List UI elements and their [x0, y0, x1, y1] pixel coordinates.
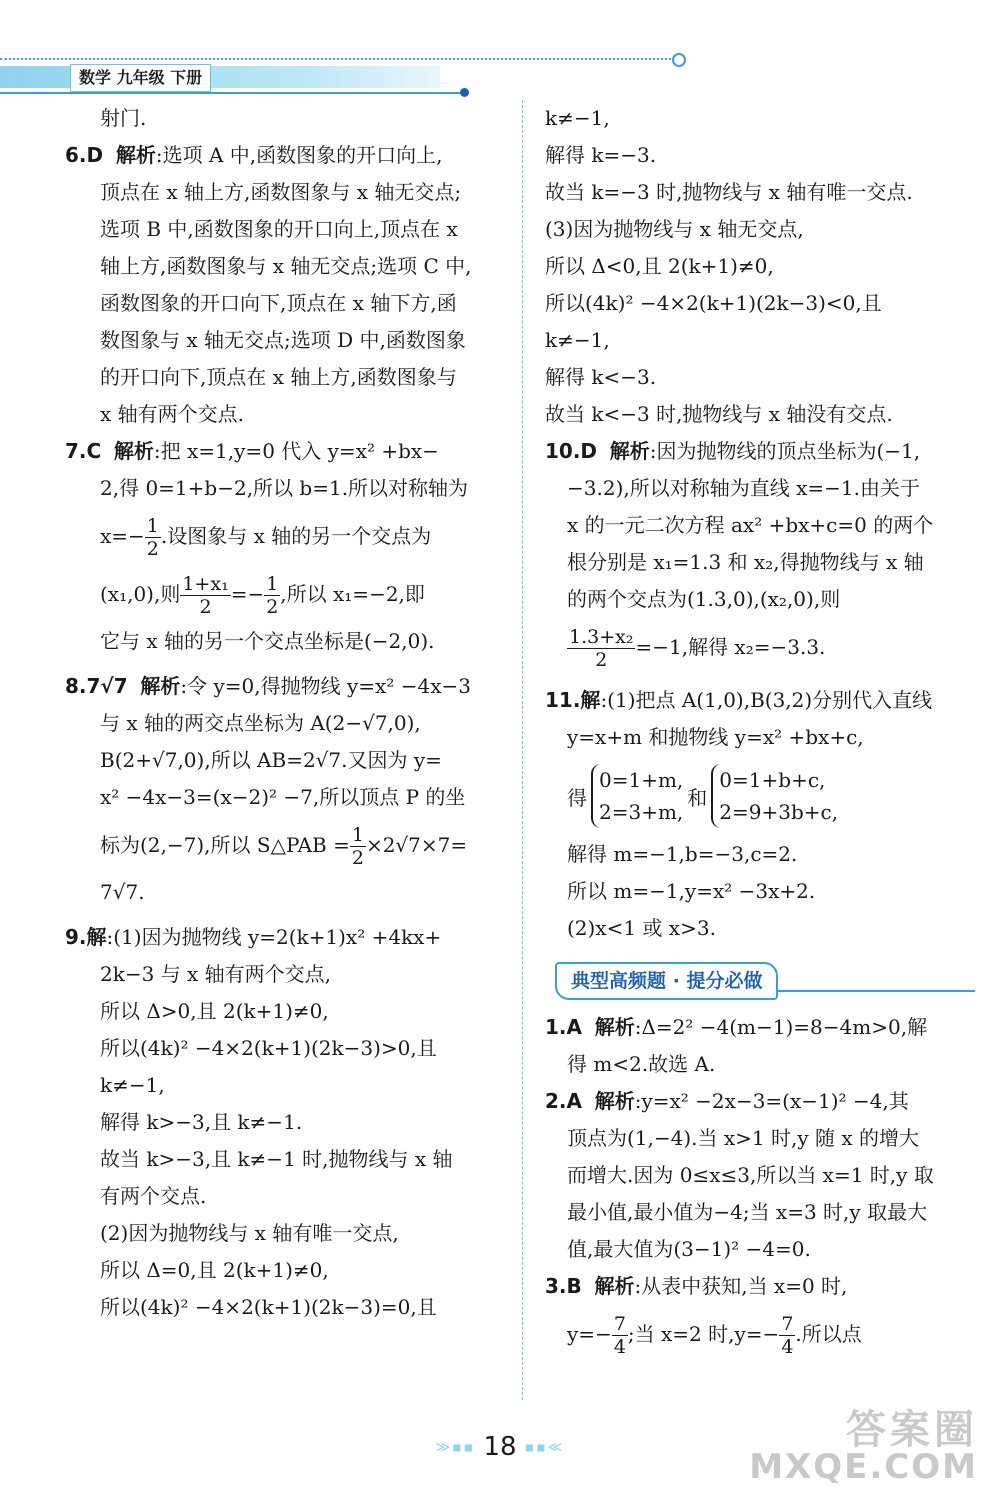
text-line: 顶点在 x 轴上方,函数图象与 x 轴无交点;: [100, 180, 462, 204]
text-line: 所以 Δ<0,且 2(k+1)≠0,: [545, 254, 774, 278]
text-line: 根分别是 x₁=1.3 和 x₂,得抛物线与 x 轴: [567, 550, 924, 574]
text-line: 解得 k>−3,且 k≠−1.: [100, 1110, 303, 1134]
fraction: $\frac{7}{4}$: [613, 1313, 626, 1358]
left-column: [65, 100, 515, 1326]
section-banner-rule: [778, 990, 975, 992]
page-number-text: 18: [483, 1432, 517, 1462]
answer-8: [65, 668, 515, 911]
text-line: 解得 m=−1,b=−3,c=2.: [567, 842, 798, 866]
text-line: :(1)把点 A(1,0),B(3,2)分别代入直线: [600, 688, 933, 712]
analysis-label: 解析: [609, 439, 650, 463]
text-line: 数图象与 x 轴无交点;选项 D 中,函数图象: [100, 328, 466, 352]
answer-number: 2.A: [545, 1089, 582, 1113]
text-line: 所以(4k)² −4×2(k+1)(2k−3)=0,且: [100, 1295, 437, 1319]
text-line: 7√7.: [100, 880, 145, 904]
footer-ornament-right: ▪▪≪: [524, 1439, 565, 1456]
text-line: 选项 B 中,函数图象的开口向上,顶点在 x: [100, 217, 458, 241]
analysis-label: 解析: [113, 439, 154, 463]
text-line: $\frac{\text{1.3+x₂}}{2}$ =−1,解得 x₂=−3.3.: [569, 626, 826, 671]
text-line: 故当 k<−3 时,抛物线与 x 轴没有交点.: [545, 402, 893, 426]
text-line: 2k−3 与 x 轴有两个交点,: [100, 962, 332, 986]
text-line: 解得 k<−3.: [545, 365, 657, 389]
header-dotted-rule: [0, 58, 675, 60]
header-title: 数学 九年级 下册: [70, 64, 211, 92]
answer-7: [65, 433, 515, 660]
text-line: :(1)因为抛物线 y=2(k+1)x² +4kx+: [106, 925, 442, 949]
text-line: 顶点为(1,−4).当 x>1 时,y 随 x 的增大: [567, 1126, 920, 1150]
text-line: 而增大.因为 0≤x≤3,所以当 x=1 时,y 取: [567, 1163, 934, 1187]
section-banner-title: 典型高频题 · 提分必做: [555, 962, 778, 1000]
text-line: 所以(4k)² −4×2(k+1)(2k−3)>0,且: [100, 1036, 437, 1060]
answer-number: 9.解: [65, 925, 107, 949]
brace-system: 0=1+b+c, 2=9+3b+c,: [711, 764, 838, 828]
text-line: B(2+√7,0),所以 AB=2√7.又因为 y=: [100, 748, 442, 772]
fraction: $\frac{1}{2}$: [266, 573, 279, 618]
watermark-logo-text: 答案圈: [846, 1407, 978, 1453]
text-line: k≠−1,: [100, 1073, 165, 1097]
text-line: 射门.: [100, 106, 147, 130]
answer-number: 8.7√7: [65, 674, 128, 698]
text-line: 的开口向下,顶点在 x 轴上方,函数图象与: [100, 365, 457, 389]
practice-answer-1: [545, 1009, 975, 1083]
fraction: $\frac{1}{2}$: [146, 515, 159, 560]
text-line: 故当 k>−3,且 k≠−1 时,抛物线与 x 轴: [100, 1147, 453, 1171]
text-line: 所以 m=−1,y=x² −3x+2.: [567, 879, 816, 903]
text-line: (2)x<1 或 x>3.: [567, 916, 716, 940]
text-line: :把 x=1,y=0 代入 y=x² +bx−: [153, 439, 439, 463]
text-line: (x₁,0),则 $\frac{\text{1+x₁}}{2}$ =− $\frac{1}{2}$ ,所以 x₁=−2,即: [100, 573, 425, 618]
text-line: 所以 Δ>0,且 2(k+1)≠0,: [100, 999, 329, 1023]
analysis-label: 解析: [594, 1015, 635, 1039]
equation-system: 得 0=1+m, 2=3+m, 和 0=1+b+c, 2=9+3b+c,: [545, 756, 975, 836]
text-line: y=− $\frac{7}{4}$ ;当 x=2 时,y=− $\frac{7}{4}$ .所以点: [567, 1313, 862, 1358]
text-line: 有两个交点.: [100, 1184, 207, 1208]
practice-answer-2: [545, 1083, 975, 1268]
answer-number: 1.A: [545, 1015, 582, 1039]
header-rule: [0, 92, 465, 94]
footer-ornament-left: ≫▪▪: [435, 1439, 476, 1456]
text-line: x 轴有两个交点.: [100, 402, 244, 426]
page-header: [0, 0, 1000, 110]
analysis-label: 解析: [115, 143, 156, 167]
analysis-label: 解析: [594, 1089, 635, 1113]
text-line: 的两个交点为(1.3,0),(x₂,0),则: [567, 587, 841, 611]
text-line: 与 x 轴的两交点坐标为 A(2−√7,0),: [100, 711, 421, 735]
text-line: k≠−1,: [545, 106, 610, 130]
column-divider: [522, 100, 523, 1400]
text-line: k≠−1,: [545, 328, 610, 352]
text-line: :从表中获知,当 x=0 时,: [634, 1274, 848, 1298]
header-band: [0, 66, 440, 88]
text-line: :y=x² −2x−3=(x−1)² −4,其: [634, 1089, 909, 1113]
fraction: $\frac{7}{4}$: [781, 1313, 794, 1358]
text-line: 值,最大值为(3−1)² −4=0.: [567, 1237, 811, 1261]
answer-number: 11.解: [545, 688, 601, 712]
section-banner: [555, 961, 975, 1001]
analysis-label: 解析: [594, 1274, 635, 1298]
text-line: 轴上方,函数图象与 x 轴无交点;选项 C 中,: [100, 254, 472, 278]
header-dot-ornament: [460, 88, 469, 97]
brace-system: 0=1+m, 2=3+m,: [591, 764, 683, 828]
text-line: 函数图象的开口向下,顶点在 x 轴下方,函: [100, 291, 457, 315]
text-line: 所以(4k)² −4×2(k+1)(2k−3)<0,且: [545, 291, 882, 315]
watermark-url: MXQE.COM: [749, 1447, 978, 1487]
answer-number: 10.D: [545, 439, 598, 463]
text-line: :令 y=0,得抛物线 y=x² −4x−3: [180, 674, 471, 698]
text-line: x 的一元二次方程 ax² +bx+c=0 的两个: [567, 513, 934, 537]
text-line: x=− $\frac{1}{2}$ .设图象与 x 轴的另一个交点为: [100, 515, 432, 560]
text-line: x² −4x−3=(x−2)² −7,所以顶点 P 的坐: [100, 785, 466, 809]
practice-answer-3: [545, 1268, 975, 1363]
fraction: $\frac{1}{2}$: [351, 824, 364, 869]
text-line: 得 m<2.故选 A.: [567, 1052, 716, 1076]
text-line: 所以 Δ=0,且 2(k+1)≠0,: [100, 1258, 329, 1282]
text-line: (3)因为抛物线与 x 轴无交点,: [545, 217, 804, 241]
text-line: y=x+m 和抛物线 y=x² +bx+c,: [567, 725, 864, 749]
answer-number: 6.D: [65, 143, 104, 167]
watermark: [749, 1407, 978, 1487]
text-line: 最小值,最小值为−4;当 x=3 时,y 取最大: [567, 1200, 928, 1224]
text-line: 故当 k=−3 时,抛物线与 x 轴有唯一交点.: [545, 180, 913, 204]
text-line: 它与 x 轴的另一个交点坐标是(−2,0).: [100, 629, 435, 653]
analysis-label: 解析: [140, 674, 181, 698]
fraction: $\frac{\text{1+x₁}}{2}$: [182, 573, 229, 618]
text-line: :选项 A 中,函数图象的开口向上,: [155, 143, 443, 167]
answer-6: [65, 137, 515, 433]
text-line: 2,得 0=1+b−2,所以 b=1.所以对称轴为: [100, 476, 469, 500]
answer-9: [65, 919, 515, 1326]
answer-number: 3.B: [545, 1274, 582, 1298]
text-line: :Δ=2² −4(m−1)=8−4m>0,解: [634, 1015, 928, 1039]
answer-number: 7.C: [65, 439, 102, 463]
text-line: −3.2),所以对称轴为直线 x=−1.由关于: [567, 476, 920, 500]
text-line: :因为抛物线的顶点坐标为(−1,: [649, 439, 921, 463]
text-line: 标为(2,−7),所以 S△PAB = $\frac{1}{2}$ ×2√7×7=: [100, 824, 468, 869]
text-line: 解得 k=−3.: [545, 143, 657, 167]
answer-11: [545, 682, 975, 947]
fraction: $\frac{\text{1.3+x₂}}{2}$: [569, 626, 634, 671]
header-ring-ornament: [672, 53, 686, 67]
text-line: (2)因为抛物线与 x 轴有唯一交点,: [100, 1221, 399, 1245]
right-column: [545, 100, 975, 1363]
answer-10: [545, 433, 975, 676]
